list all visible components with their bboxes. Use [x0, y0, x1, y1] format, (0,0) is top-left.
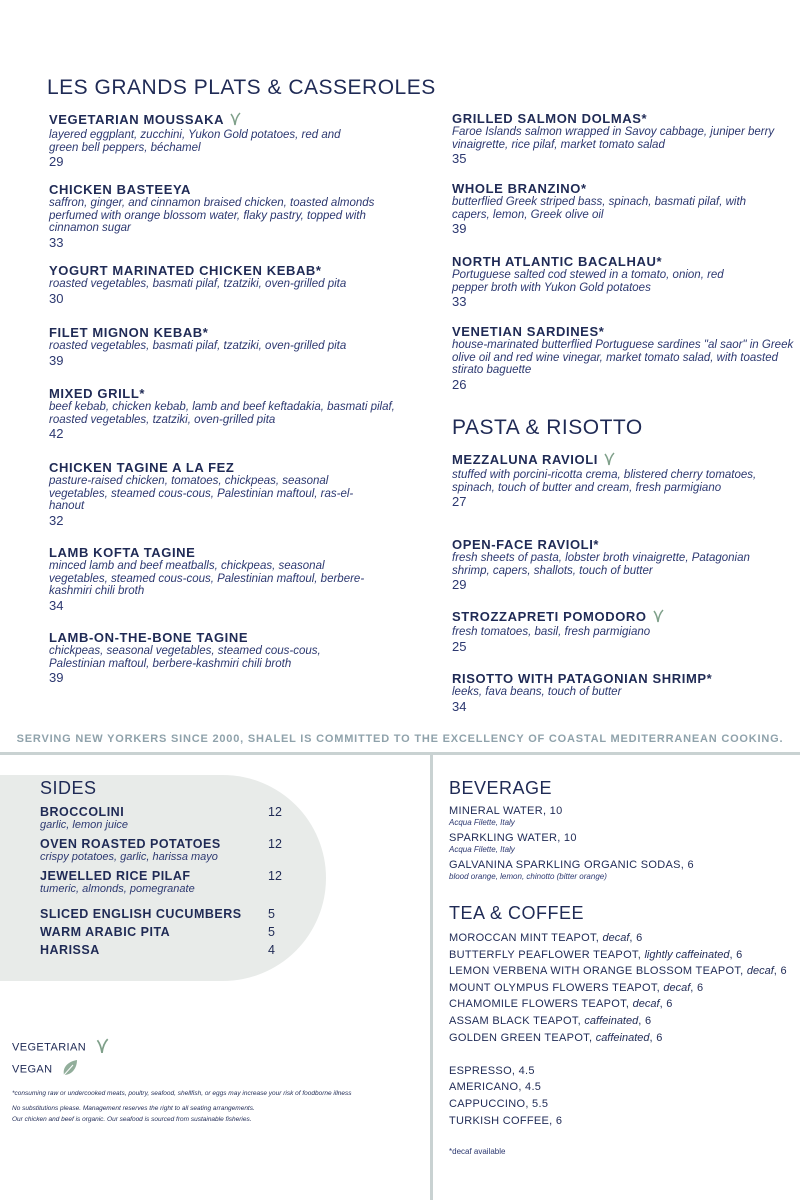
decaf-note: *decaf available — [449, 1147, 506, 1156]
side-price: 12 — [268, 837, 282, 851]
beverage-item — [449, 832, 577, 855]
item-price: 27 — [452, 494, 467, 510]
tea-name: MOUNT OLYMPUS FLOWERS TEAPOT, — [449, 982, 661, 994]
coffee-item: ESPRESSO, 4.5 — [449, 1065, 535, 1077]
horizontal-divider — [0, 752, 800, 755]
side-price: 5 — [268, 907, 275, 921]
tea-item — [449, 932, 643, 945]
item-price: 29 — [49, 154, 64, 170]
beverage-item — [449, 805, 563, 828]
coffee-item: TURKISH COFFEE, 6 — [449, 1115, 563, 1127]
side-name: WARM ARABIC PITA — [40, 925, 171, 939]
item-name: CHICKEN TAGINE A LA FEZ — [49, 460, 235, 475]
tea-note: decaf — [746, 965, 774, 977]
menu-item — [49, 630, 409, 685]
menu-item — [49, 263, 409, 306]
side-name: OVEN ROASTED POTATOES — [40, 837, 221, 851]
side-item — [40, 943, 290, 957]
tea-section-title: TEA & COFFEE — [449, 903, 585, 923]
pasta-section-title: PASTA & RISOTTO — [452, 416, 643, 439]
side-price: 5 — [268, 925, 275, 939]
coffee-item: AMERICANO, 4.5 — [449, 1081, 542, 1093]
item-name: STROZZAPRETI POMODORO — [452, 609, 647, 624]
item-price: 34 — [49, 597, 64, 613]
menu-item — [452, 452, 797, 509]
item-price: 29 — [452, 577, 467, 592]
tea-note: caffeinated — [595, 1032, 650, 1044]
item-description: Faroe Islands salmon wrapped in Savoy cabbage, juniper berry vinaigrette, rice pilaf, market tomato salad — [452, 126, 775, 151]
item-price: 33 — [452, 294, 467, 309]
tea-item — [449, 982, 703, 995]
menu-item — [49, 112, 409, 169]
item-name: GRILLED SALMON DOLMAS* — [452, 111, 648, 126]
side-price: 4 — [268, 943, 275, 957]
item-price: 39 — [452, 221, 467, 236]
item-name: CHICKEN BASTEEYA — [49, 182, 192, 197]
tea-price: , 6 — [638, 1015, 652, 1027]
item-description: saffron, ginger, and cinnamon braised chicken, toasted almonds perfumed with orange blossom water, flaky pastry, topped with cinnamon sugar — [49, 197, 375, 234]
item-name: OPEN-FACE RAVIOLI* — [452, 537, 600, 552]
tea-price: , 6 — [659, 998, 673, 1010]
beverage-name: MINERAL WATER, 10 — [449, 805, 563, 817]
item-description: house-marinated butterflied Portuguese sardines "al saor" in Greek olive oil and red wine vinegar, market tomato salad, with toasted stirato baguette — [452, 339, 794, 376]
menu-item — [452, 181, 797, 236]
item-name: RISOTTO WITH PATAGONIAN SHRIMP* — [452, 671, 713, 686]
vegan-leaf-icon — [60, 1058, 80, 1081]
item-description: chickpeas, seasonal vegetables, steamed cous-cous, Palestinian maftoul, berbere-kashmiri chili broth — [49, 645, 321, 670]
side-description: garlic, lemon juice — [40, 819, 129, 831]
item-price: 26 — [452, 376, 467, 392]
item-price: 25 — [452, 638, 467, 654]
tea-name: ASSAM BLACK TEAPOT, — [449, 1015, 582, 1027]
tea-name: GOLDEN GREEN TEAPOT, — [449, 1032, 593, 1044]
item-description: roasted vegetables, basmati pilaf, tzatziki, oven-grilled pita — [49, 278, 347, 290]
tea-item — [449, 1032, 663, 1045]
item-description: roasted vegetables, basmati pilaf, tzatziki, oven-grilled pita — [49, 340, 347, 352]
item-name: VENETIAN SARDINES* — [452, 324, 605, 339]
menu-item — [49, 182, 409, 250]
item-price: 34 — [452, 698, 467, 714]
item-name: YOGURT MARINATED CHICKEN KEBAB* — [49, 263, 322, 278]
item-description: Portuguese salted cod stewed in a tomato, onion, red pepper broth with Yukon Gold potatoes — [452, 269, 724, 294]
vertical-divider — [430, 752, 433, 1200]
menu-item — [452, 111, 797, 166]
side-name: BROCCOLINI — [40, 805, 125, 819]
vegetarian-leaf-icon — [651, 609, 665, 626]
tea-item — [449, 1015, 651, 1028]
legend-vegetarian-label: VEGETARIAN — [12, 1041, 87, 1054]
item-name: LAMB-ON-THE-BONE TAGINE — [49, 630, 249, 645]
item-price: 35 — [452, 151, 467, 166]
side-name: SLICED ENGLISH CUCUMBERS — [40, 907, 242, 921]
side-item — [40, 869, 290, 895]
tea-note: decaf — [632, 998, 660, 1010]
tea-name: BUTTERFLY PEAFLOWER TEAPOT, — [449, 949, 642, 961]
side-name: HARISSA — [40, 943, 100, 957]
item-name: VEGETARIAN MOUSSAKA — [49, 112, 225, 127]
menu-item — [49, 325, 409, 368]
item-name: MIXED GRILL* — [49, 386, 146, 401]
side-item — [40, 805, 290, 831]
tea-price: , 6 — [773, 965, 787, 977]
menu-item — [49, 460, 409, 528]
vegetarian-leaf-icon — [602, 452, 616, 469]
sides-section-title: SIDES — [40, 778, 97, 798]
tea-name: LEMON VERBENA WITH ORANGE BLOSSOM TEAPOT, — [449, 965, 744, 977]
item-description: beef kebab, chicken kebab, lamb and beef keftadakia, basmati pilaf, roasted vegetables, tzatziki, oven-grilled pita — [49, 401, 395, 426]
tea-price: , 6 — [649, 1032, 663, 1044]
tea-price: , 6 — [729, 949, 743, 961]
item-description: butterflied Greek striped bass, spinach, basmati pilaf, with capers, lemon, Greek olive oil — [452, 196, 747, 221]
side-name: JEWELLED RICE PILAF — [40, 869, 191, 883]
footnote-sourcing: Our chicken and beef is organic. Our seafood is sourced from sustainable fisheries. — [12, 1116, 252, 1123]
beverage-section-title: BEVERAGE — [449, 778, 553, 798]
footnote-raw: *consuming raw or undercooked meats, poultry, seafood, shellfish, or eggs may increase your risk of foodborne illness — [12, 1090, 352, 1097]
tea-item — [449, 998, 673, 1011]
side-item — [40, 925, 290, 939]
tea-name: CHAMOMILE FLOWERS TEAPOT, — [449, 998, 630, 1010]
menu-item — [452, 537, 797, 592]
vegetarian-leaf-icon — [94, 1038, 110, 1057]
legend-vegetarian — [12, 1038, 110, 1057]
item-price: 39 — [49, 670, 64, 685]
vegetarian-leaf-icon — [228, 112, 242, 129]
item-name: WHOLE BRANZINO* — [452, 181, 587, 196]
item-description: fresh tomatoes, basil, fresh parmigiano — [452, 626, 651, 639]
tea-item — [449, 949, 743, 962]
side-item — [40, 837, 290, 863]
item-name: NORTH ATLANTIC BACALHAU* — [452, 254, 663, 269]
coffee-item: CAPPUCCINO, 5.5 — [449, 1098, 549, 1110]
item-description: layered eggplant, zucchini, Yukon Gold potatoes, red and green bell peppers, béchamel — [49, 129, 341, 154]
side-description: tumeric, almonds, pomegranate — [40, 883, 195, 895]
item-price: 42 — [49, 426, 64, 441]
side-price: 12 — [268, 869, 282, 883]
item-description: pasture-raised chicken, tomatoes, chickpeas, seasonal vegetables, steamed cous-cous, Palestinian maftoul, ras-el-hanout — [49, 475, 354, 512]
item-price: 32 — [49, 512, 64, 528]
side-description: crispy potatoes, garlic, harissa mayo — [40, 851, 218, 863]
menu-item — [452, 254, 797, 309]
tea-price: , 6 — [629, 932, 643, 944]
tea-note: decaf — [602, 932, 630, 944]
item-description: fresh sheets of pasta, lobster broth vinaigrette, Patagonian shrimp, capers, shallots, touch of butter — [452, 552, 750, 577]
legend-vegan-label: VEGAN — [12, 1063, 53, 1076]
item-price: 30 — [49, 290, 64, 306]
side-item — [40, 907, 290, 921]
item-price: 39 — [49, 352, 64, 368]
tea-note: caffeinated — [584, 1015, 639, 1027]
item-description: leeks, fava beans, touch of butter — [452, 686, 622, 698]
beverage-name: SPARKLING WATER, 10 — [449, 832, 577, 844]
menu-item — [49, 545, 409, 613]
beverage-name: GALVANINA SPARKLING ORGANIC SODAS, 6 — [449, 859, 694, 871]
side-price: 12 — [268, 805, 282, 819]
item-name: MEZZALUNA RAVIOLI — [452, 452, 598, 467]
item-name: FILET MIGNON KEBAB* — [49, 325, 209, 340]
item-price: 33 — [49, 234, 64, 250]
item-name: LAMB KOFTA TAGINE — [49, 545, 196, 560]
tea-price: , 6 — [690, 982, 704, 994]
menu-item — [452, 609, 797, 654]
mains-section-title: LES GRANDS PLATS & CASSEROLES — [47, 76, 436, 99]
tea-item — [449, 965, 787, 978]
legend-vegan — [12, 1058, 80, 1081]
beverage-description: Acqua Filette, Italy — [449, 845, 515, 854]
item-description: stuffed with porcini-ricotta crema, blistered cherry tomatoes, spinach, touch of butter and cream, fresh parmigiano — [452, 469, 757, 494]
beverage-description: Acqua Filette, Italy — [449, 818, 515, 827]
menu-item — [452, 671, 797, 714]
tea-name: MOROCCAN MINT TEAPOT, — [449, 932, 600, 944]
tea-note: decaf — [663, 982, 691, 994]
beverage-item — [449, 859, 694, 882]
tagline: SERVING NEW YORKERS SINCE 2000, SHALEL IS COMMITTED TO THE EXCELLENCY OF COASTAL MEDITERRANEAN COOKING. — [16, 733, 784, 745]
beverage-description: blood orange, lemon, chinotto (bitter orange) — [449, 872, 607, 881]
item-description: minced lamb and beef meatballs, chickpeas, seasonal vegetables, steamed cous-cous, Palestinian maftoul, berbere-kashmiri chili broth — [49, 560, 365, 597]
footnote-substitutions: No substitutions please. Management reserves the right to all seating arrangements. — [12, 1105, 255, 1112]
tea-note: lightly caffeinated — [644, 949, 730, 961]
menu-item — [49, 386, 409, 441]
menu-item — [452, 324, 797, 392]
